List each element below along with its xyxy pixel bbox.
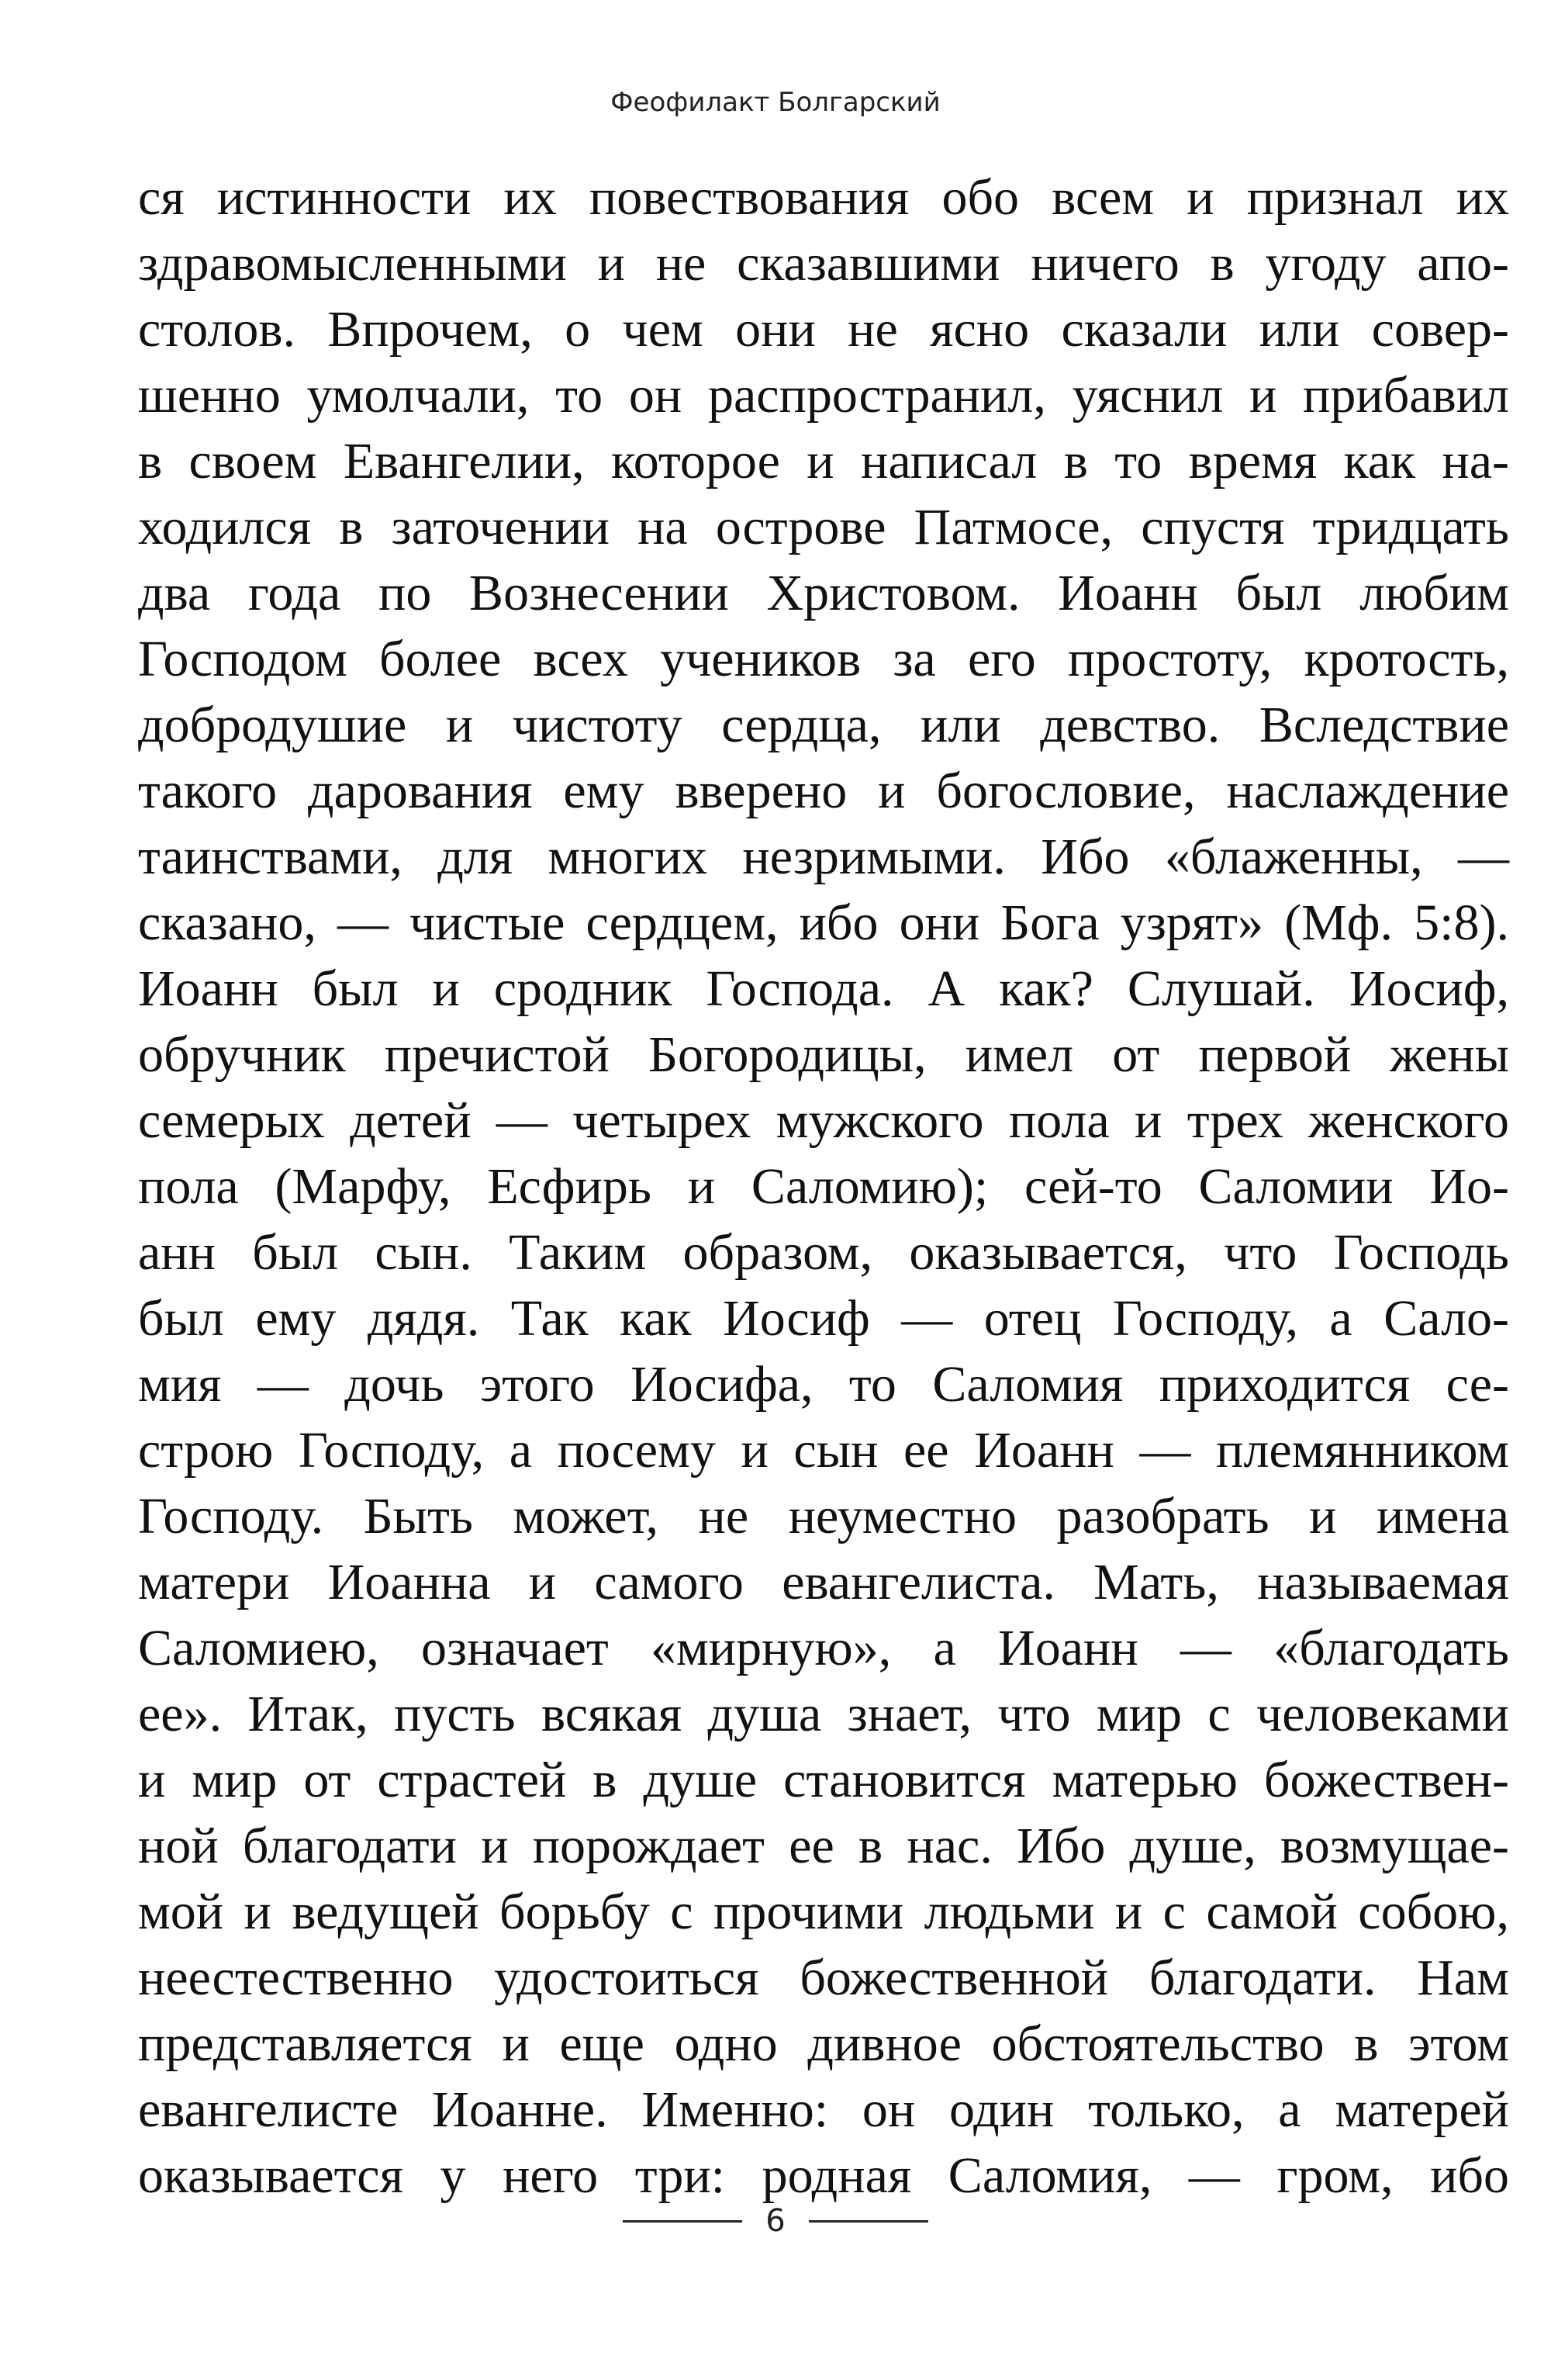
- text-line: шенно умолчали, то он распространил, уяснил и прибавил: [138, 367, 1509, 424]
- text-line: и мир от страстей в душе становится матерью божествен-: [138, 1752, 1509, 1808]
- text-line: анн был сын. Таким образом, оказывается, что Господь: [138, 1224, 1509, 1281]
- text-line: ной благодати и порождает ее в нас. Ибо душе, возмущае-: [138, 1818, 1509, 1874]
- text-line: мой и ведущей борьбу с прочими людьми и с самой собою,: [138, 1884, 1509, 1940]
- text-line: добродушие и чистоту сердца, или девство. Вследствие: [138, 697, 1509, 753]
- text-line: обручник пречистой Богородицы, имел от первой жены: [138, 1026, 1509, 1083]
- text-line: сказано, — чистые сердцем, ибо они Бога узрят» (Мф. 5:8).: [138, 894, 1509, 951]
- text-line: пола (Марфу, Есфирь и Саломию); сей-то Саломии Ио-: [138, 1158, 1509, 1215]
- text-line: семерых детей — четырех мужского пола и трех женского: [138, 1092, 1509, 1149]
- text-line: Иоанн был и сродник Господа. А как? Слушай. Иосиф,: [138, 960, 1509, 1017]
- text-line: евангелисте Иоанне. Именно: он один только, а матерей: [138, 2081, 1509, 2138]
- text-line: был ему дядя. Так как Иосиф — отец Господу, а Сало-: [138, 1290, 1509, 1347]
- page-number: 6: [765, 2203, 786, 2239]
- page-footer: [0, 2203, 1551, 2239]
- footer-rule-right: [809, 2220, 928, 2223]
- text-line: ся истинности их повествования обо всем и признал их: [138, 169, 1509, 226]
- text-line: Господу. Быть может, не неуместно разобрать и имена: [138, 1488, 1509, 1545]
- text-line: ее». Итак, пусть всякая душа знает, что мир с человеками: [138, 1686, 1509, 1742]
- text-line: два года по Вознесении Христовом. Иоанн был любим: [138, 565, 1509, 621]
- text-line: оказывается у него три: родная Саломия, — гром, ибо: [138, 2147, 1509, 2204]
- text-line: матери Иоанна и самого евангелиста. Мать, называемая: [138, 1554, 1509, 1610]
- running-header: Феофилакт Болгарский: [610, 87, 941, 118]
- text-line: такого дарования ему вверено и богословие, наслаждение: [138, 763, 1509, 819]
- text-line: неестественно удостоиться божественной благодати. Нам: [138, 1949, 1509, 2006]
- text-line: таинствами, для многих незримыми. Ибо «блаженны, —: [138, 829, 1509, 885]
- text-line: в своем Евангелии, которое и написал в то время как на-: [138, 433, 1509, 489]
- text-line: здравомысленными и не сказавшими ничего в угоду апо-: [138, 235, 1509, 292]
- body-text: [138, 164, 1509, 2209]
- text-line: ходился в заточении на острове Патмосе, спустя тридцать: [138, 499, 1509, 555]
- footer-rule-left: [623, 2220, 742, 2223]
- text-line: Господом более всех учеников за его простоту, кротость,: [138, 631, 1509, 687]
- text-line: представляется и еще одно дивное обстоятельство в этом: [138, 2015, 1509, 2072]
- text-line: столов. Впрочем, о чем они не ясно сказали или совер-: [138, 301, 1509, 358]
- text-line: мия — дочь этого Иосифа, то Саломия приходится се-: [138, 1356, 1509, 1413]
- text-line: Саломиею, означает «мирную», а Иоанн — «благодать: [138, 1620, 1509, 1676]
- text-line: строю Господу, а посему и сын ее Иоанн — племянником: [138, 1422, 1509, 1479]
